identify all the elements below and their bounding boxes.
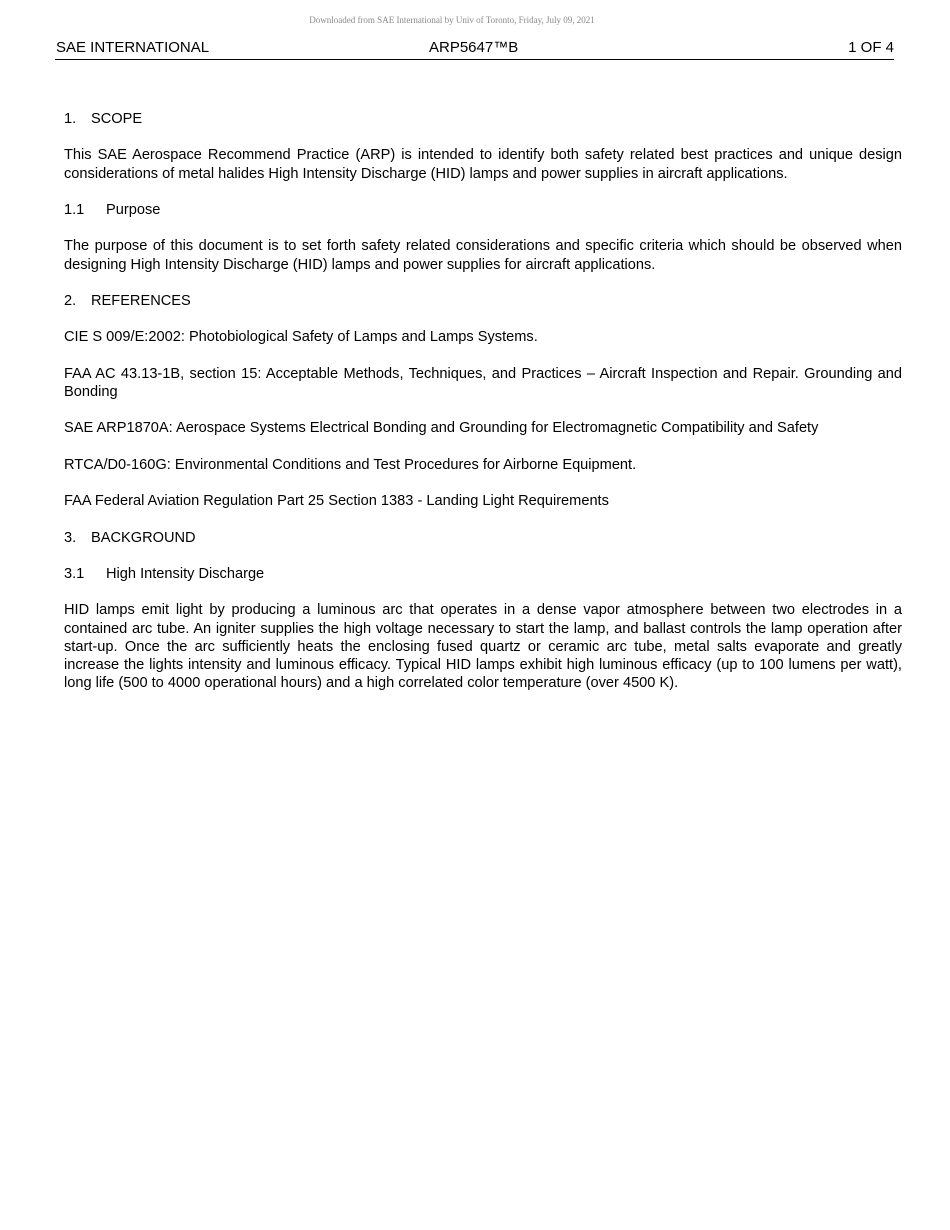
reference-item: RTCA/D0-160G: Environmental Conditions and Test Procedures for Airborne Equipment. — [64, 456, 637, 473]
section-title: High Intensity Discharge — [106, 565, 265, 582]
download-watermark: Downloaded from SAE International by Univ of Toronto, Friday, July 09, 2021 — [309, 15, 595, 25]
page-header — [55, 38, 894, 60]
purpose-paragraph: The purpose of this document is to set forth safety related considerations and specific criteria which should be observed when designing High Intensity Discharge (HID) lamps and power supplies for aircraft applications. — [64, 238, 902, 273]
hid-paragraph: HID lamps emit light by producing a luminous arc that operates in a dense vapor atmosphere between two electrodes in a contained arc tube. An igniter supplies the high voltage necessary to start the lamp, and ballast controls the lamp operation after start-up. Once the arc sufficiently heats the enclosing fused quartz or ceramic arc tube, metal salts evaporate and greatly increase the lights intensity and luminous efficacy. Typical HID lamps exhibit high luminous efficacy (up to 100 lumens per watt), long life (500 to 4000 operational hours) and a high correlated color temperature (over 4500 K). — [64, 602, 902, 692]
section-title: SCOPE — [91, 111, 143, 127]
section-title: Purpose — [106, 201, 161, 218]
reference-item: FAA AC 43.13-1B, section 15: Acceptable Methods, Techniques, and Practices – Aircraft Inspection and Repair. Grounding and Bonding — [64, 365, 902, 400]
section-heading-background — [64, 529, 902, 547]
reference-item: FAA Federal Aviation Regulation Part 25 Section 1383 - Landing Light Requirements — [64, 493, 609, 510]
header-organization: SAE INTERNATIONAL — [56, 39, 210, 56]
section-title: BACKGROUND — [91, 529, 196, 546]
header-page-number: 1 OF 4 — [848, 39, 894, 56]
section-number: 3.1 — [64, 565, 85, 582]
section-number: 2. — [64, 292, 77, 309]
section-heading-hid — [64, 565, 902, 583]
document-body — [64, 110, 902, 711]
section-heading-references — [64, 292, 902, 310]
section-number: 1. — [64, 111, 77, 127]
section-number: 3. — [64, 529, 77, 546]
reference-item: CIE S 009/E:2002: Photobiological Safety of Lamps and Lamps Systems. — [64, 329, 538, 346]
reference-item: SAE ARP1870A: Aerospace Systems Electrical Bonding and Grounding for Electromagnetic Compatibility and Safety — [64, 420, 819, 437]
section-heading-scope — [64, 110, 902, 128]
section-title: REFERENCES — [91, 292, 191, 309]
scope-paragraph: This SAE Aerospace Recommend Practice (ARP) is intended to identify both safety related best practices and unique design considerations of metal halides High Intensity Discharge (HID) lamps and power supplies in aircraft applications. — [64, 147, 902, 182]
header-document-id: ARP5647™B — [429, 39, 519, 56]
section-heading-purpose — [64, 201, 902, 219]
section-number: 1.1 — [64, 201, 85, 218]
